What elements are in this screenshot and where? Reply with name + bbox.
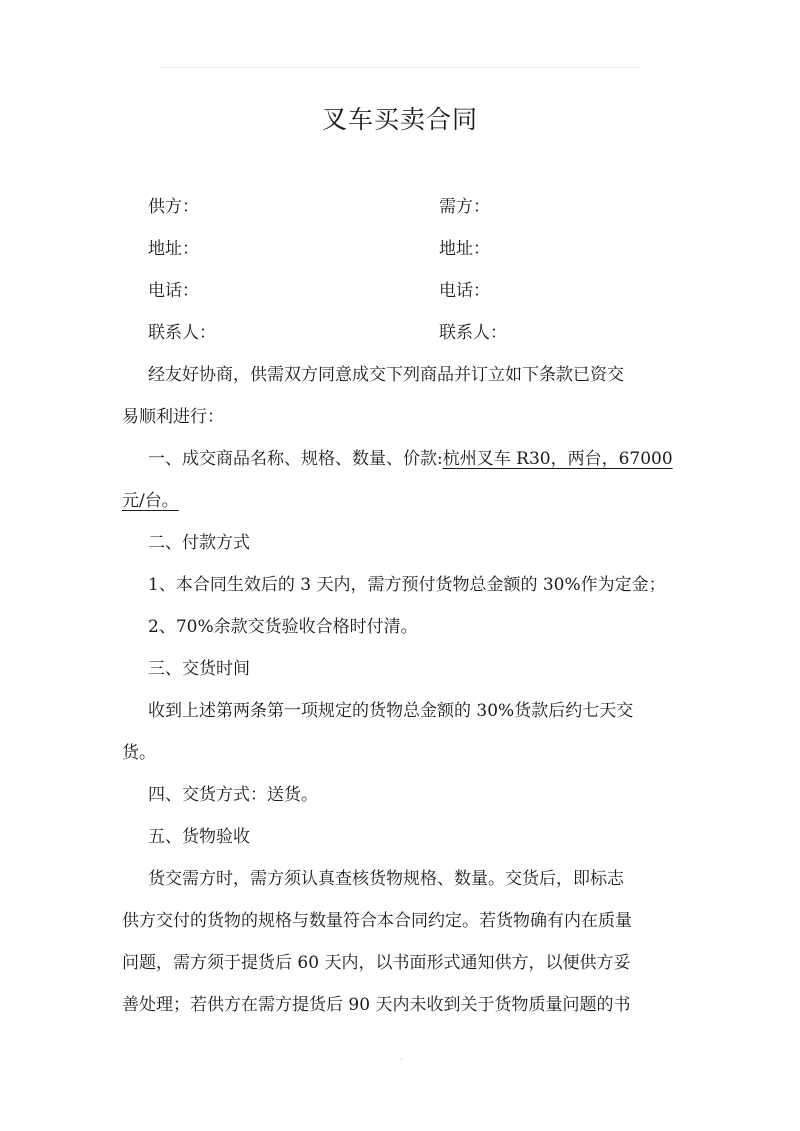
section-3-heading: 三、交货时间 [148,659,250,679]
intro-line-2: 易顺利进行： [122,407,224,427]
section-1-line-1 [148,444,682,469]
section-2-item-2: 2、70%余款交货验收合格时付清。 [148,617,418,637]
section-3-line-2: 货。 [122,743,156,763]
header-rule [160,67,640,68]
section-5-heading: 五、货物验收 [148,827,250,847]
intro-line-1: 经友好协商，供需双方同意成交下列商品并订立如下条款已资交 [148,365,624,385]
section-5-line-2: 供方交付的货物的规格与数量符合本合同约定。若货物确有内在质量 [122,911,632,931]
section-1-price-underlined: 元/台。 [122,491,179,511]
buyer-contact-label: 联系人： [439,323,507,343]
section-5-line-4: 善处理；若供方在需方提货后 90 天内未收到关于货物质量问题的书 [122,995,631,1015]
section-4-text: 四、交货方式：送货。 [148,785,318,805]
section-2-item-1: 1、本合同生效后的 3 天内，需方预付货物总金额的 30%作为定金； [148,575,666,595]
footer-mark [399,1058,402,1060]
contract-title: 叉车买卖合同 [321,105,478,134]
supplier-address-label: 地址： [148,239,199,259]
section-5-line-3: 问题，需方须于提货后 60 天内，以书面形式通知供方，以便供方妥 [122,953,631,973]
section-1-goods-underlined: 杭州叉车 R30，两台，67000 [442,449,673,469]
section-2-heading: 二、付款方式 [148,533,250,553]
supplier-phone-label: 电话： [148,281,199,301]
buyer-phone-label: 电话： [439,281,490,301]
section-3-line-1: 收到上述第两条第一项规定的货物总金额的 30%货款后约七天交 [148,701,634,721]
section-5-line-1: 货交需方时，需方须认真查核货物规格、数量。交货后，即标志 [148,869,624,889]
section-1-line-2 [122,486,682,511]
section-1-prefix: 一、成交商品名称、规格、数量、价款: [148,449,443,469]
buyer-address-label: 地址： [439,239,490,259]
buyer-label: 需方： [439,197,490,217]
supplier-contact-label: 联系人： [148,323,216,343]
supplier-label: 供方： [148,197,199,217]
